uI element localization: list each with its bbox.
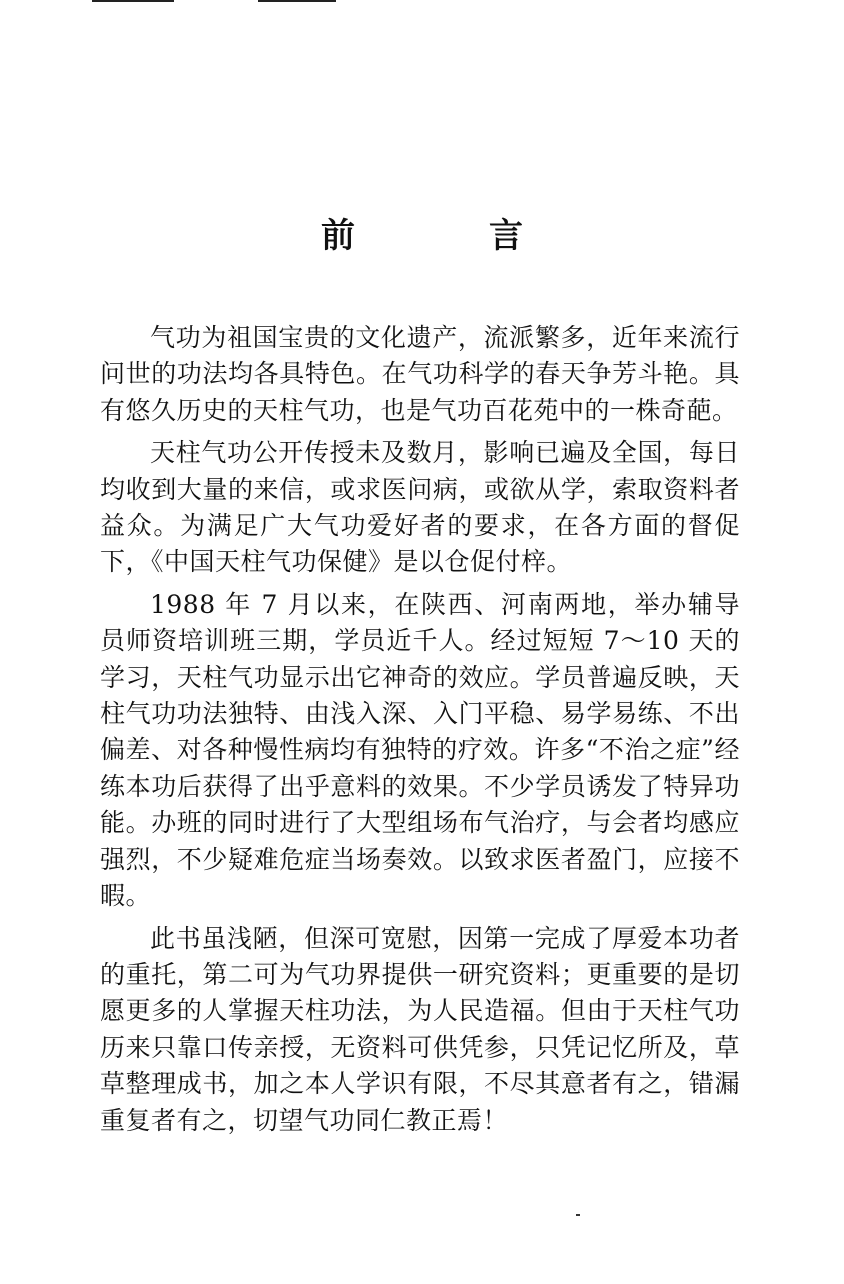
page-title: 前 言 (321, 216, 573, 256)
paragraph-4: 此书虽浅陋，但深可宽慰，因第一完成了厚爱本功者的重托，第二可为气功界提供一研究资料；更重要的是切愿更多的人掌握天柱功法，为人民造福。但由于天柱气功历来只靠口传亲授，无资料可供凭参，只凭记忆所及，草草整理成书，加之本人学识有限，不尽其意者有之，错漏重复者有之，切望气功同仁教正焉！ (100, 923, 740, 1135)
scan-edge-mark-left (92, 0, 174, 2)
scan-edge-mark-right (258, 0, 336, 2)
paragraph-2: 天柱气功公开传授未及数月，影响已遍及全国，每日均收到大量的来信，或求医问病，或欲从学，索取资料者益众。为满足广大气功爱好者的要求，在各方面的督促下，《中国天柱气功保健》是以仓促付梓。 (100, 438, 740, 577)
page-footer-mark (576, 1214, 580, 1216)
paragraph-1: 气功为祖国宝贵的文化遗产，流派繁多，近年来流行问世的功法均各具特色。在气功科学的春天争芳斗艳。具有悠久历史的天柱气功，也是气功百花苑中的一株奇葩。 (100, 323, 740, 425)
preface-body (100, 320, 740, 1145)
paragraph-3: 1988 年 7 月以来，在陕西、河南两地，举办辅导员师资培训班三期，学员近千人。经过短短 7～10 天的学习，天柱气功显示出它神奇的效应。学员普遍反映，天柱气功功法独特、由浅入深、入门平稳、易学易练、不出偏差、对各种慢性病均有独特的疗效。许多“不治之症”经练本功后获得了出乎意料的效果。不少学员诱发了特异功能。办班的同时进行了大型组场布气治疗，与会者均感应强烈，不少疑难危症当场奏效。以致求医者盈门，应接不暇。 (100, 589, 740, 911)
